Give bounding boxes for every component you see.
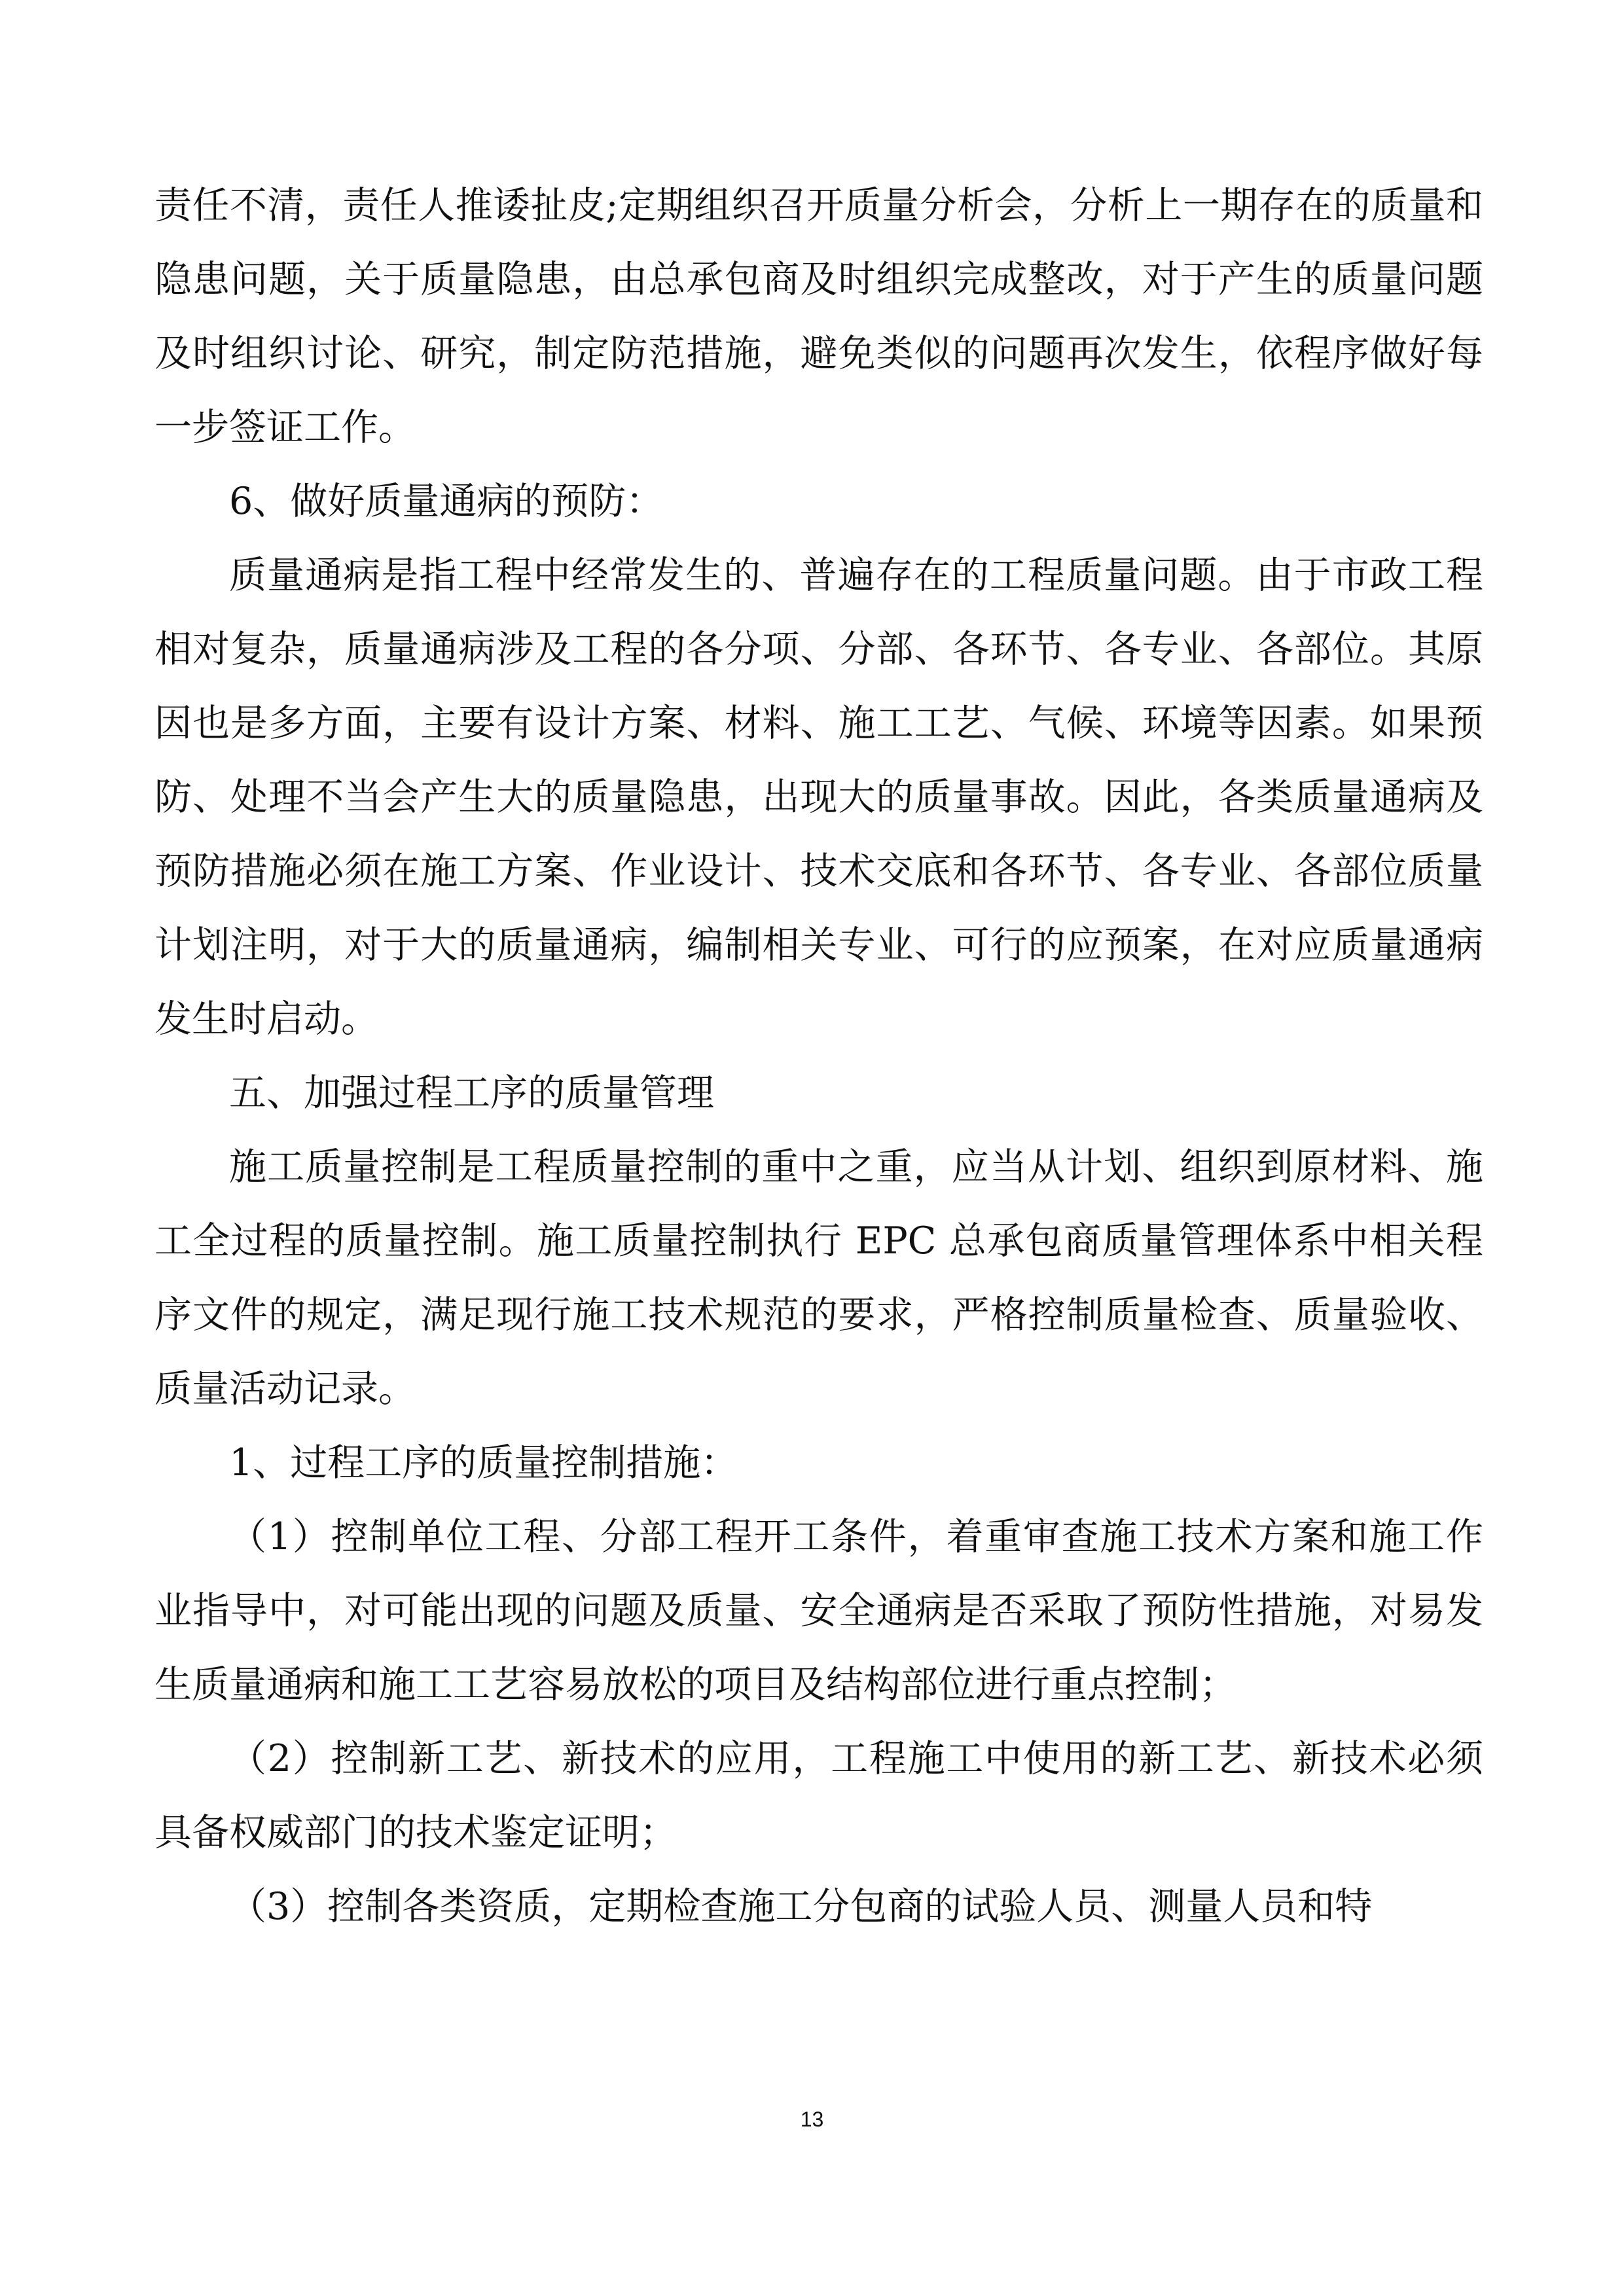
- heading-quality-defect-prevention: 6、做好质量通病的预防：: [229, 480, 664, 523]
- list-item-2: （2）控制新工艺、新技术的应用，工程施工中使用的新工艺、新技术必须具备权威部门的技术鉴定证明；: [154, 1737, 1483, 1854]
- heading-process-control-measures: 1、过程工序的质量控制措施：: [229, 1441, 738, 1484]
- paragraph-construction-quality-control: 施工质量控制是工程质量控制的重中之重，应当从计划、组织到原材料、施工全过程的质量控制。施工质量控制执行 EPC 总承包商质量管理体系中相关程序文件的规定，满足现行施工技术规范的要求，严格控制质量检查、质量验收、质量活动记录。: [154, 1145, 1483, 1410]
- document-body: [154, 169, 1483, 1944]
- paragraph-quality-defects: 质量通病是指工程中经常发生的、普遍存在的工程质量问题。由于市政工程相对复杂，质量通病涉及工程的各分项、分部、各环节、各专业、各部位。其原因也是多方面，主要有设计方案、材料、施工工艺、气候、环境等因素。如果预防、处理不当会产生大的质量隐患，出现大的质量事故。因此，各类质量通病及预防措施必须在施工方案、作业设计、技术交底和各环节、各专业、各部位质量计划注明，对于大的质量通病，编制相关专业、可行的应预案，在对应质量通病发生时启动。: [154, 554, 1483, 1041]
- page-number: 13: [800, 2108, 824, 2131]
- heading-section-five: 五、加强过程工序的质量管理: [229, 1071, 714, 1115]
- paragraph-responsibility-continuation: 责任不清，责任人推诿扯皮;定期组织召开质量分析会，分析上一期存在的质量和隐患问题，关于质量隐患，由总承包商及时组织完成整改，对于产生的质量问题及时组织讨论、研究，制定防范措施，避免类似的问题再次发生，依程序做好每一步签证工作。: [154, 184, 1483, 449]
- list-item-1: （1）控制单位工程、分部工程开工条件，着重审查施工技术方案和施工作业指导中，对可能出现的问题及质量、安全通病是否采取了预防性措施，对易发生质量通病和施工工艺容易放松的项目及结构部位进行重点控制；: [154, 1515, 1483, 1706]
- list-item-3: （3）控制各类资质，定期检查施工分包商的试验人员、测量人员和特: [229, 1885, 1373, 1928]
